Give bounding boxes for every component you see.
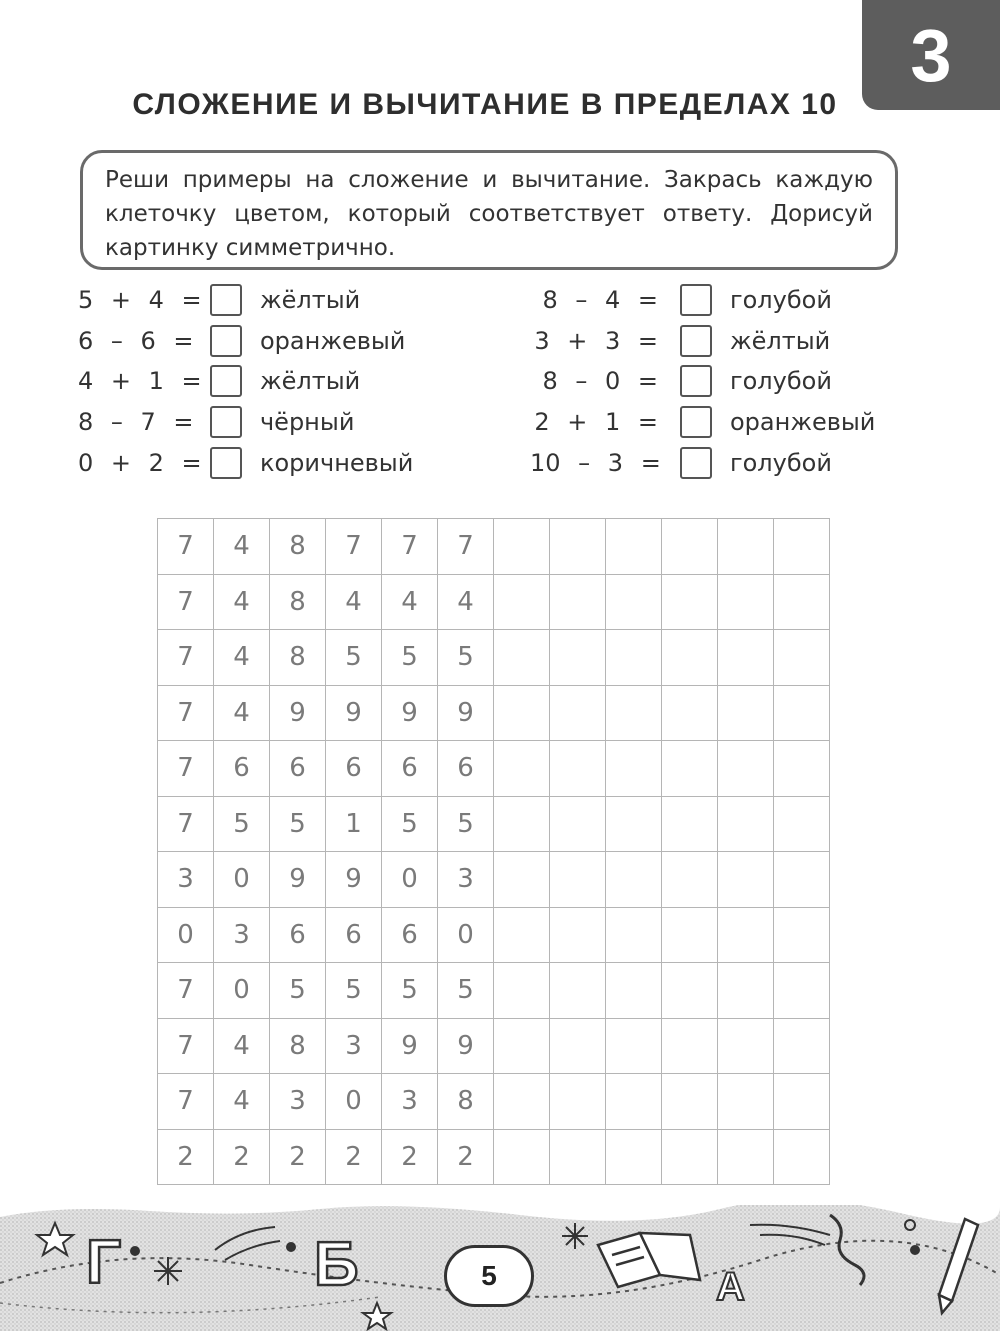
grid-row — [158, 1074, 830, 1130]
instruction-box — [80, 150, 898, 270]
grid-cell[interactable]: 7 — [382, 519, 438, 575]
equation-expression: 3 + 3 = — [534, 327, 658, 355]
grid-cell[interactable] — [774, 852, 830, 908]
grid-cell[interactable] — [718, 963, 774, 1019]
grid-cell[interactable]: 4 — [214, 1018, 270, 1074]
grid-cell[interactable] — [662, 1074, 718, 1130]
grid-cell[interactable] — [550, 1129, 606, 1185]
grid-cell[interactable] — [494, 741, 550, 797]
grid-cell[interactable] — [774, 1018, 830, 1074]
letter-b-icon — [314, 1230, 359, 1299]
grid-cell[interactable]: 0 — [158, 907, 214, 963]
grid-cell[interactable] — [718, 685, 774, 741]
equation-expression: 0 + 2 = — [78, 449, 202, 477]
grid-cell[interactable] — [550, 519, 606, 575]
answer-box[interactable] — [680, 325, 712, 357]
svg-text:А: А — [716, 1265, 745, 1309]
grid-cell[interactable]: 9 — [270, 852, 326, 908]
equation-expression: 4 + 1 = — [78, 367, 202, 395]
grid-cell[interactable]: 3 — [326, 1018, 382, 1074]
grid-cell[interactable] — [494, 1129, 550, 1185]
grid-cell[interactable] — [774, 1074, 830, 1130]
equation-row — [530, 324, 830, 358]
grid-cell[interactable]: 8 — [270, 1018, 326, 1074]
grid-cell[interactable] — [718, 630, 774, 686]
grid-cell[interactable] — [662, 852, 718, 908]
grid-cell[interactable] — [662, 519, 718, 575]
grid-cell[interactable] — [662, 574, 718, 630]
equation-row — [530, 283, 832, 317]
grid-cell[interactable]: 5 — [438, 796, 494, 852]
grid-cell[interactable] — [606, 1018, 662, 1074]
grid-cell[interactable]: 9 — [270, 685, 326, 741]
grid-cell[interactable]: 3 — [214, 907, 270, 963]
page-number: 5 — [444, 1245, 534, 1307]
grid-cell[interactable]: 2 — [382, 1129, 438, 1185]
equation-expression: 2 + 1 = — [534, 408, 658, 436]
grid-cell[interactable] — [606, 630, 662, 686]
grid-cell[interactable]: 5 — [382, 630, 438, 686]
book-icon — [598, 1233, 700, 1287]
answer-box[interactable] — [680, 447, 712, 479]
grid-cell[interactable]: 7 — [158, 685, 214, 741]
grid-row — [158, 1129, 830, 1185]
grid-cell[interactable] — [774, 630, 830, 686]
color-label: оранжевый — [260, 327, 406, 355]
grid-cell[interactable]: 9 — [326, 852, 382, 908]
grid-cell[interactable]: 9 — [438, 685, 494, 741]
equation-expression: 5 + 4 = — [78, 286, 202, 314]
grid-cell[interactable] — [494, 796, 550, 852]
color-label: коричневый — [260, 449, 414, 477]
grid-cell[interactable]: 4 — [326, 574, 382, 630]
grid-cell[interactable]: 1 — [326, 796, 382, 852]
section-number: 3 — [910, 13, 952, 97]
answer-box[interactable] — [680, 365, 712, 397]
grid-cell[interactable]: 0 — [382, 852, 438, 908]
grid-cell[interactable] — [774, 963, 830, 1019]
grid-cell[interactable]: 7 — [438, 519, 494, 575]
grid-cell[interactable] — [494, 630, 550, 686]
grid-cell[interactable]: 9 — [382, 1018, 438, 1074]
equation-row — [78, 446, 413, 480]
grid-cell[interactable]: 0 — [214, 963, 270, 1019]
grid-cell[interactable]: 5 — [382, 963, 438, 1019]
grid-cell[interactable]: 5 — [438, 630, 494, 686]
grid-cell[interactable]: 6 — [270, 907, 326, 963]
grid-cell[interactable]: 6 — [382, 907, 438, 963]
grid-cell[interactable]: 4 — [214, 685, 270, 741]
grid-cell[interactable] — [550, 907, 606, 963]
page-title: СЛОЖЕНИЕ И ВЫЧИТАНИЕ В ПРЕДЕЛАХ 10 — [132, 88, 838, 121]
grid-cell[interactable] — [550, 1018, 606, 1074]
grid-cell[interactable] — [774, 796, 830, 852]
grid-cell[interactable]: 5 — [326, 630, 382, 686]
grid-cell[interactable]: 5 — [270, 963, 326, 1019]
grid-cell[interactable]: 8 — [270, 630, 326, 686]
grid-cell[interactable]: 7 — [158, 1018, 214, 1074]
grid-cell[interactable]: 6 — [382, 741, 438, 797]
grid-row — [158, 685, 830, 741]
grid-cell[interactable]: 3 — [438, 852, 494, 908]
answer-box[interactable] — [210, 325, 242, 357]
equation-row — [530, 405, 875, 439]
grid-cell[interactable]: 5 — [438, 963, 494, 1019]
answer-box[interactable] — [210, 284, 242, 316]
grid-cell[interactable]: 8 — [438, 1074, 494, 1130]
color-label: голубой — [730, 286, 832, 314]
grid-cell[interactable]: 4 — [214, 574, 270, 630]
grid-cell[interactable] — [662, 630, 718, 686]
grid-cell[interactable] — [494, 574, 550, 630]
equation-row — [78, 324, 405, 358]
snowflake-icon — [154, 1257, 182, 1285]
svg-text:Г: Г — [86, 1228, 122, 1297]
color-label: жёлтый — [260, 367, 361, 395]
grid-cell[interactable] — [774, 574, 830, 630]
equation-row — [78, 283, 360, 317]
grid-cell[interactable] — [550, 852, 606, 908]
grid-cell[interactable] — [662, 1018, 718, 1074]
answer-box[interactable] — [210, 406, 242, 438]
grid-cell[interactable] — [494, 1074, 550, 1130]
grid-cell[interactable] — [606, 1129, 662, 1185]
equation-expression: 8 – 4 = — [542, 286, 658, 314]
grid-cell[interactable] — [774, 519, 830, 575]
grid-cell[interactable]: 7 — [158, 574, 214, 630]
color-label: жёлтый — [730, 327, 831, 355]
grid-cell[interactable]: 0 — [438, 907, 494, 963]
grid-cell[interactable] — [662, 685, 718, 741]
grid-cell[interactable]: 6 — [326, 741, 382, 797]
grid-row — [158, 907, 830, 963]
grid-cell[interactable] — [718, 907, 774, 963]
answer-box[interactable] — [210, 365, 242, 397]
letter-a-icon — [716, 1265, 745, 1309]
color-label: жёлтый — [260, 286, 361, 314]
grid-cell[interactable] — [718, 852, 774, 908]
grid-cell[interactable] — [662, 796, 718, 852]
grid-cell[interactable] — [662, 963, 718, 1019]
equation-expression: 6 – 6 = — [78, 327, 194, 355]
svg-text:Б: Б — [314, 1230, 359, 1299]
equation-row — [78, 364, 360, 398]
grid-cell[interactable] — [718, 1074, 774, 1130]
grid-cell[interactable] — [774, 1129, 830, 1185]
grid-cell[interactable] — [606, 574, 662, 630]
grid-cell[interactable] — [550, 796, 606, 852]
grid-cell[interactable] — [718, 796, 774, 852]
grid-cell[interactable] — [550, 685, 606, 741]
grid-cell[interactable]: 7 — [158, 630, 214, 686]
answer-box[interactable] — [210, 447, 242, 479]
grid-row — [158, 574, 830, 630]
grid-cell[interactable]: 7 — [326, 519, 382, 575]
equation-expression: 8 – 7 = — [78, 408, 194, 436]
grid-cell[interactable]: 3 — [270, 1074, 326, 1130]
grid-cell[interactable] — [494, 852, 550, 908]
grid-cell[interactable] — [606, 519, 662, 575]
grid-cell[interactable] — [718, 1129, 774, 1185]
grid-cell[interactable] — [718, 574, 774, 630]
grid-cell[interactable]: 7 — [158, 963, 214, 1019]
grid-cell[interactable]: 0 — [214, 852, 270, 908]
grid-cell[interactable]: 9 — [326, 685, 382, 741]
grid-cell[interactable] — [494, 963, 550, 1019]
grid-cell[interactable]: 7 — [158, 1074, 214, 1130]
grid-cell[interactable]: 8 — [270, 519, 326, 575]
grid-cell[interactable]: 3 — [382, 1074, 438, 1130]
grid-cell[interactable]: 2 — [326, 1129, 382, 1185]
grid-cell[interactable]: 7 — [158, 741, 214, 797]
letter-g-icon — [86, 1228, 121, 1297]
grid-cell[interactable]: 6 — [214, 741, 270, 797]
grid-cell[interactable] — [662, 1129, 718, 1185]
color-label: голубой — [730, 367, 832, 395]
grid-cell[interactable]: 2 — [270, 1129, 326, 1185]
color-label: оранжевый — [730, 408, 876, 436]
grid-cell[interactable] — [494, 907, 550, 963]
grid-cell[interactable] — [606, 963, 662, 1019]
grid-cell[interactable] — [494, 685, 550, 741]
equation-row — [530, 446, 832, 480]
grid-cell[interactable]: 2 — [214, 1129, 270, 1185]
grid-cell[interactable]: 4 — [382, 574, 438, 630]
grid-cell[interactable]: 7 — [158, 519, 214, 575]
grid-cell[interactable] — [606, 741, 662, 797]
grid-cell[interactable] — [718, 519, 774, 575]
grid-cell[interactable] — [550, 741, 606, 797]
grid-cell[interactable]: 9 — [438, 1018, 494, 1074]
grid-cell[interactable]: 5 — [270, 796, 326, 852]
grid-cell[interactable]: 6 — [326, 907, 382, 963]
coloring-grid — [157, 518, 830, 1185]
grid-cell[interactable]: 5 — [382, 796, 438, 852]
equation-row — [78, 405, 354, 439]
grid-cell[interactable]: 9 — [382, 685, 438, 741]
grid-cell[interactable] — [774, 685, 830, 741]
grid-cell[interactable] — [606, 685, 662, 741]
grid-cell[interactable]: 7 — [158, 796, 214, 852]
grid-cell[interactable]: 8 — [270, 574, 326, 630]
color-label: голубой — [730, 449, 832, 477]
grid-cell[interactable] — [606, 796, 662, 852]
grid-row — [158, 741, 830, 797]
color-label: чёрный — [260, 408, 355, 436]
grid-cell[interactable]: 5 — [326, 963, 382, 1019]
grid-cell[interactable]: 3 — [158, 852, 214, 908]
grid-row — [158, 1018, 830, 1074]
grid-cell[interactable] — [606, 852, 662, 908]
grid-cell[interactable]: 4 — [214, 1074, 270, 1130]
grid-cell[interactable]: 2 — [158, 1129, 214, 1185]
grid-cell[interactable] — [718, 741, 774, 797]
grid-cell[interactable]: 4 — [214, 630, 270, 686]
answer-box[interactable] — [680, 284, 712, 316]
grid-cell[interactable]: 2 — [438, 1129, 494, 1185]
grid-row — [158, 963, 830, 1019]
grid-cell[interactable] — [774, 741, 830, 797]
grid-cell[interactable] — [718, 1018, 774, 1074]
grid-cell[interactable] — [662, 741, 718, 797]
answer-box[interactable] — [680, 406, 712, 438]
grid-cell[interactable] — [662, 907, 718, 963]
equation-expression: 8 – 0 = — [542, 367, 658, 395]
grid-row — [158, 796, 830, 852]
grid-cell[interactable]: 0 — [326, 1074, 382, 1130]
equation-row — [530, 364, 832, 398]
grid-cell[interactable] — [494, 519, 550, 575]
grid-cell[interactable]: 6 — [270, 741, 326, 797]
grid-cell[interactable]: 4 — [438, 574, 494, 630]
grid-cell[interactable]: 6 — [438, 741, 494, 797]
grid-cell[interactable]: 4 — [214, 519, 270, 575]
grid-row — [158, 519, 830, 575]
grid-row — [158, 630, 830, 686]
equation-expression: 10 – 3 = — [530, 449, 661, 477]
grid-cell[interactable] — [550, 1074, 606, 1130]
grid-cell[interactable]: 5 — [214, 796, 270, 852]
grid-cell[interactable] — [550, 574, 606, 630]
grid-cell[interactable] — [774, 907, 830, 963]
grid-cell[interactable] — [494, 1018, 550, 1074]
grid-cell[interactable] — [606, 907, 662, 963]
grid-row — [158, 852, 830, 908]
grid-cell[interactable] — [550, 630, 606, 686]
grid-cell[interactable] — [606, 1074, 662, 1130]
grid-cell[interactable] — [550, 963, 606, 1019]
instruction-text: Реши примеры на сложение и вычитание. Закрась каждую клеточку цветом, который соответствует ответу. Дорисуй картинку симметрично. — [105, 167, 873, 261]
